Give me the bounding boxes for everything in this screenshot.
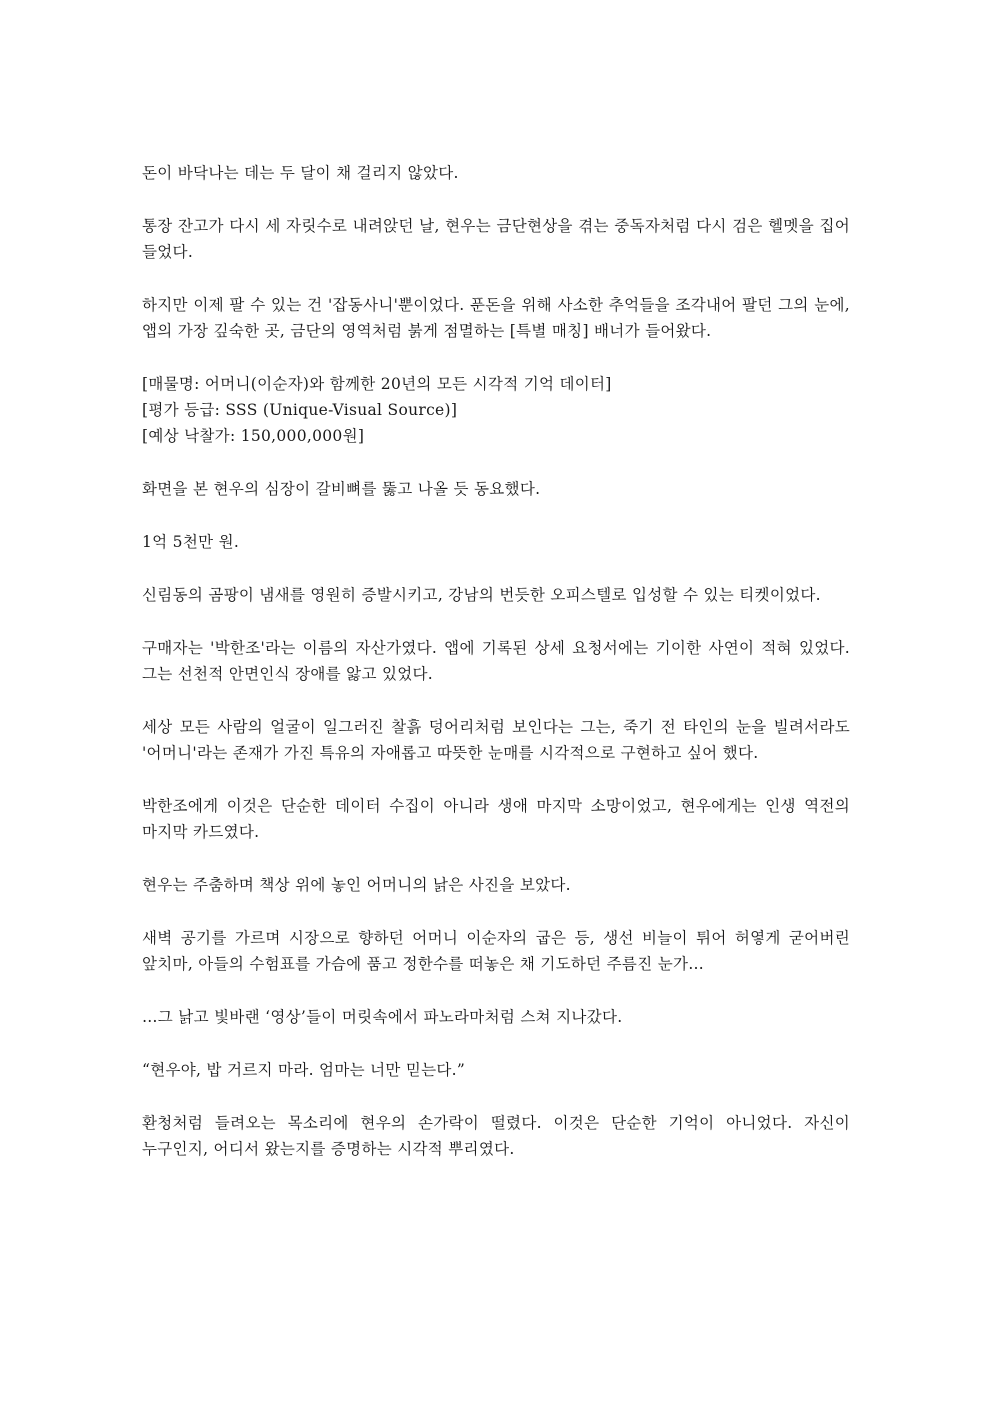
paragraph-panorama: …그 낡고 빛바랜 ‘영상’들이 머릿속에서 파노라마처럼 스쳐 지나갔다. xyxy=(142,1008,623,1026)
listing-item-name: [매물명: 어머니(이순자)와 함께한 20년의 모든 시각적 기억 데이터] xyxy=(142,375,612,393)
paragraph-last-card: 박한조에게 이것은 단순한 데이터 수집이 아니라 생애 마지막 소망이었고, 현우에게는 인생 역전의 마지막 카드였다. xyxy=(142,797,850,841)
document-body xyxy=(142,160,850,1189)
paragraph-photo: 현우는 주춤하며 책상 위에 놓인 어머니의 낡은 사진을 보았다. xyxy=(142,876,571,894)
paragraph-ticket: 신림동의 곰팡이 냄새를 영원히 증발시키고, 강남의 번듯한 오피스텔로 입성할 수 있는 티켓이었다. xyxy=(142,586,821,604)
listing-block xyxy=(142,371,850,449)
paragraph-quote: “현우야, 밥 거르지 마라. 엄마는 너만 믿는다.” xyxy=(142,1061,466,1079)
paragraph-helmet: 통장 잔고가 다시 세 자릿수로 내려앉던 날, 현우는 금단현상을 겪는 중독자처럼 다시 검은 헬멧을 집어 들었다. xyxy=(142,217,850,261)
paragraph-memories: 새벽 공기를 가르며 시장으로 향하던 어머니 이순자의 굽은 등, 생선 비늘이 튀어 허옇게 굳어버린 앞치마, 아들의 수험표를 가슴에 품고 정한수를 떠놓은 채 기도하던 주름진 눈가… xyxy=(142,929,850,973)
paragraph-special-banner: 하지만 이제 팔 수 있는 건 '잡동사니'뿐이었다. 푼돈을 위해 사소한 추억들을 조각내어 팔던 그의 눈에, 앱의 가장 깊숙한 곳, 금단의 영역처럼 붉게 점멸하는 [특별 매칭] 배너가 들어왔다. xyxy=(142,296,850,340)
paragraph-heart: 화면을 본 현우의 심장이 갈비뼈를 뚫고 나올 듯 동요했다. xyxy=(142,480,541,498)
paragraph-money-ran-out: 돈이 바닥나는 데는 두 달이 채 걸리지 않았다. xyxy=(142,164,459,182)
paragraph-buyer: 구매자는 '박한조'라는 이름의 자산가였다. 앱에 기록된 상세 요청서에는 기이한 사연이 적혀 있었다. 그는 선천적 안면인식 장애를 앓고 있었다. xyxy=(142,639,850,683)
paragraph-visual-root: 환청처럼 들려오는 목소리에 현우의 손가락이 떨렸다. 이것은 단순한 기억이 아니었다. 자신이 누구인지, 어디서 왔는지를 증명하는 시각적 뿌리였다. xyxy=(142,1114,850,1158)
listing-price: [예상 낙찰가: 150,000,000원] xyxy=(142,427,365,445)
paragraph-amount: 1억 5천만 원. xyxy=(142,533,240,551)
paragraph-prosopagnosia: 세상 모든 사람의 얼굴이 일그러진 찰흙 덩어리처럼 보인다는 그는, 죽기 전 타인의 눈을 빌려서라도 '어머니'라는 존재가 가진 특유의 자애롭고 따뜻한 눈매를 시각적으로 구현하고 싶어 했다. xyxy=(142,718,850,762)
listing-grade: [평가 등급: SSS (Unique-Visual Source)] xyxy=(142,401,458,419)
